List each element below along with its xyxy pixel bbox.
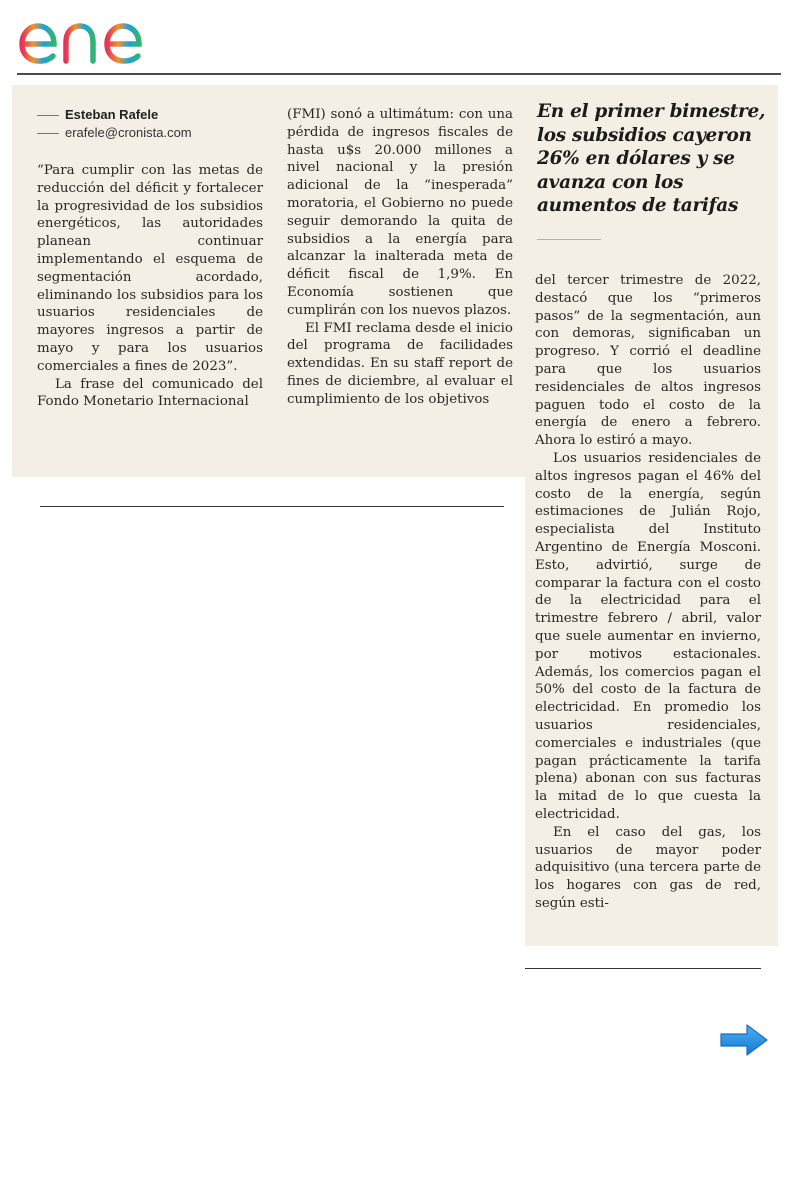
paragraph: Los usuarios residenciales de altos ingresos pagan el 46% del costo de la energía, según estimaciones de Julián Rojo, especialista del Instituto Argentino de Energía Mosconi. Esto, advirtió, surge de comparar la factura con el costo de la electricidad para el trimestre febrero / abril, valor que suele aumentar en invierno, por motivos estacionales. Además, los comercios pagan el 50% del costo de la factura de electricidad. En promedio los usuarios residenciales, comerciales e industriales (que pagan prácticamente la tarifa plena) abonan con sus facturas la mitad de lo que cuesta la electricidad. <box>535 450 761 822</box>
article-headline: En el primer bimestre, los subsidios cayeron 26% en dólares y se avanza con los aumentos de tarifas <box>537 101 766 216</box>
paragraph: La frase del comunicado del Fondo Monetario Internacional <box>37 376 263 410</box>
author-email: erafele@cronista.com <box>65 125 192 140</box>
enel-logo <box>16 4 182 68</box>
byline-dash <box>37 115 59 116</box>
article-column-3 <box>535 272 761 913</box>
paragraph: En el caso del gas, los usuarios de mayor poder adquisitivo (una tercera parte de los hogares con gas de red, según esti- <box>535 824 761 911</box>
article-column-2 <box>287 106 513 409</box>
byline-dash <box>37 133 59 134</box>
byline <box>37 106 192 142</box>
right-arrow-icon[interactable] <box>719 1023 769 1057</box>
section-divider <box>40 506 504 507</box>
paragraph: “Para cumplir con las metas de reducción del déficit y fortalecer la progresividad de los subsidios energéticos, las autoridades planean continuar implementando el esquema de segmentación acordado, eliminando los subsidios para los usuarios residenciales de mayores ingresos a partir de mayo y para los usuarios comerciales a fines de 2023”. <box>37 163 263 374</box>
article-column-1 <box>37 162 263 411</box>
header-rule <box>17 73 781 75</box>
headline-rule <box>537 239 601 240</box>
paragraph: El FMI reclama desde el inicio del programa de facilidades extendidas. En su staff report de fines de diciembre, al evaluar el cumplimiento de los objetivos <box>287 320 513 407</box>
paragraph: del tercer trimestre de 2022, destacó que los “primeros pasos” de la segmentación, aun con demoras, significaban un progreso. Y corrió el deadline para que los usuarios residenciales de altos ingresos paguen todo el costo de la energía de enero a febrero. Ahora lo estiró a mayo. <box>535 273 761 449</box>
section-divider <box>525 968 761 969</box>
paragraph: (FMI) sonó a ultimátum: con una pérdida de ingresos fiscales de hasta u$s 20.000 millones a nivel nacional y la presión adicional de la “inesperada” moratoria, el Gobierno no puede seguir demorando la quita de subsidios a la energía para alcanzar la inalterada meta de déficit fiscal de 1,9%. En Economía sostienen que cumplirán con los nuevos plazos. <box>287 107 513 318</box>
author-name: Esteban Rafele <box>65 107 159 122</box>
